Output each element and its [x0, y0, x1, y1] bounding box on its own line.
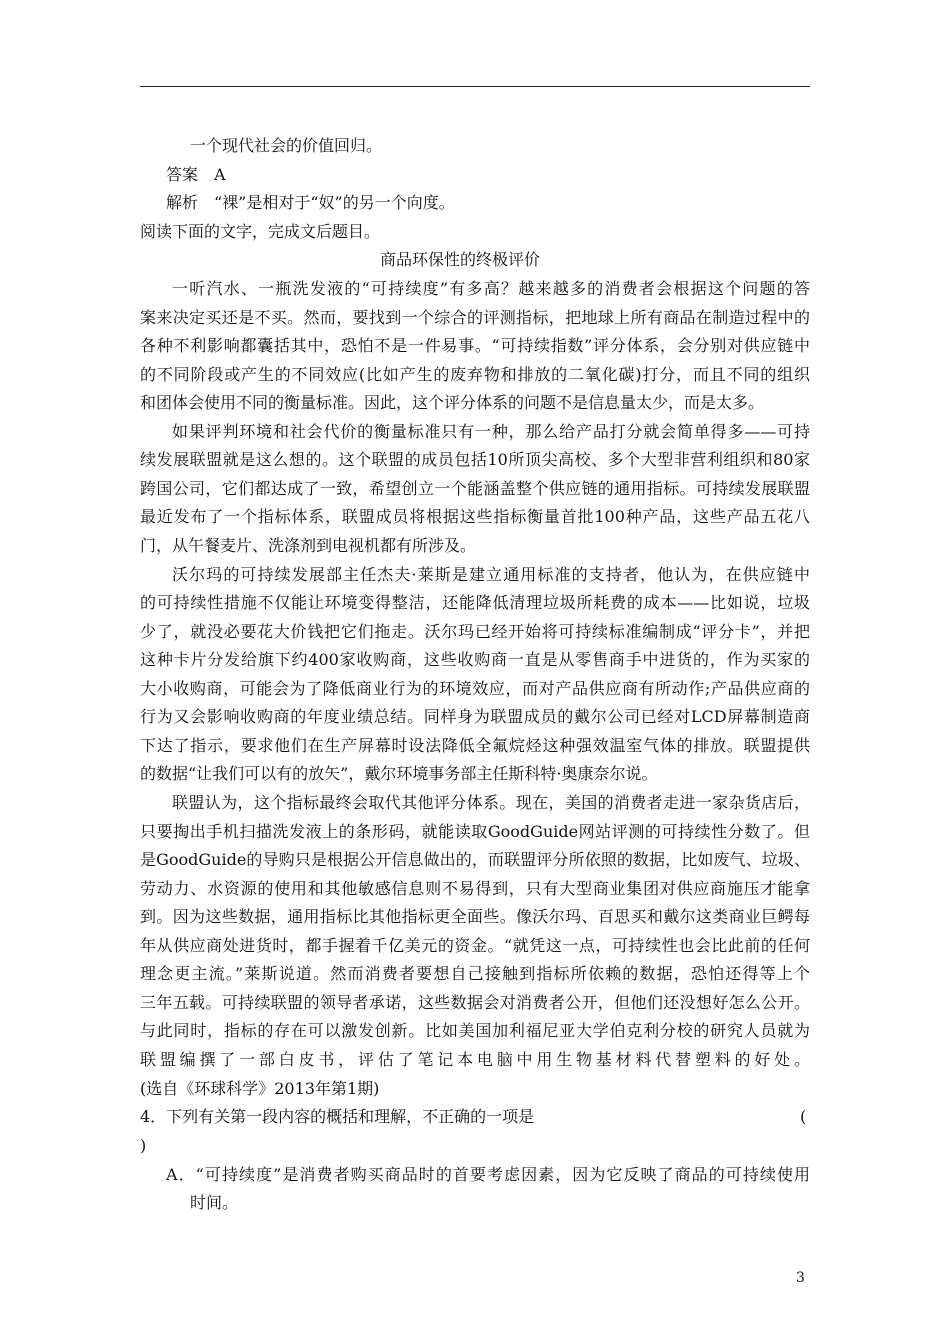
source-citation: (选自《环球科学》2013年第1期)	[140, 1079, 380, 1098]
question-4-stem: 4．下列有关第一段内容的概括和理解，不正确的一项是	[140, 1107, 535, 1126]
text-line: 续发展联盟就是这么想的。这个联盟的成员包括10所顶尖高校、多个大型非营利组织和80家	[140, 450, 810, 469]
text-line: 的可持续性措施不仅能让环境变得整洁，还能降低清理垃圾所耗费的成本——比如说，垃圾	[140, 593, 810, 612]
text-line: 门，从午餐麦片、洗涤剂到电视机都有所涉及。	[140, 536, 477, 555]
answer-line: 答案 A	[166, 165, 226, 184]
text-line: 的数据“让我们可以有的放矢”，戴尔环境事务部主任斯科特·奥康奈尔说。	[140, 764, 658, 783]
text-line: 年从供应商处进货时，都手握着千亿美元的资金。“就凭这一点，可持续性也会比此前的任何	[140, 936, 810, 955]
text-line: 案来决定买还是不买。然而，要找到一个综合的评测指标，把地球上所有商品在制造过程中的	[140, 308, 810, 327]
text-line: 与此同时，指标的存在可以激发创新。比如美国加利福尼亚大学伯克利分校的研究人员就为	[140, 1021, 810, 1040]
article-title: 商品环保性的终极评价	[380, 250, 541, 269]
text-line: 少了，就没必要花大价钱把它们拖走。沃尔玛已经开始将可持续标准编制成“评分卡”，并把	[140, 622, 810, 641]
text-line: 的不同阶段或产生的不同效应(比如产生的废弃物和排放的二氧化碳)打分，而且不同的组织	[140, 365, 810, 384]
text-line: 行为又会影响收购商的年度业绩总结。同样身为联盟成员的戴尔公司已经对LCD屏幕制造商	[140, 707, 810, 726]
text-line: 各种不利影响都囊括其中，恐怕不是一件易事。“可持续指数”评分体系，会分别对供应链中	[140, 336, 810, 355]
text-line: 沃尔玛的可持续发展部主任杰夫·莱斯是建立通用标准的支持者，他认为，在供应链中	[172, 565, 810, 584]
text-line: 如果评判环境和社会代价的衡量标准只有一种，那么给产品打分就会简单得多——可持	[172, 422, 810, 441]
text-line: 理念更主流。”莱斯说道。然而消费者要想自己接触到指标所依赖的数据，恐怕还得等上个	[140, 964, 810, 983]
text-line: 到。因为这些数据，通用指标比其他指标更全面些。像沃尔玛、百思买和戴尔这类商业巨鳄每	[140, 907, 810, 926]
text-line: 和团体会使用不同的衡量标准。因此，这个评分体系的问题不是信息量太少，而是太多。	[140, 393, 765, 412]
page-number: 3	[796, 1270, 805, 1286]
text-line: 跨国公司，它们都达成了一致，希望创立一个能涵盖整个供应链的通用指标。可持续发展联盟	[140, 479, 810, 498]
text-line: 联盟编撰了一部白皮书，评估了笔记本电脑中用生物基材料代替塑料的好处。	[140, 1050, 810, 1069]
text-line: 只要掏出手机扫描洗发液上的条形码，就能读取GoodGuide网站评测的可持续性分数了。但	[140, 822, 810, 841]
text-line: 三年五载。可持续联盟的领导者承诺，这些数据会对消费者公开，但他们还没想好怎么公开。	[140, 993, 810, 1012]
question-4-paren-open: (	[800, 1107, 807, 1126]
instruction-line: 阅读下面的文字，完成文后题目。	[140, 222, 381, 241]
option-a-line: A．“可持续度”是消费者购买商品时的首要考虑因素，因为它反映了商品的可持续使用	[166, 1165, 810, 1184]
text-line: 联盟认为，这个指标最终会取代其他评分体系。现在，美国的消费者走进一家杂货店后，	[172, 793, 810, 812]
analysis-line: 解析 “裸”是相对于“奴”的另一个向度。	[166, 193, 455, 212]
text-line: 是GoodGuide的导购只是根据公开信息做出的，而联盟评分所依照的数据，比如废气、垃圾、	[140, 850, 810, 869]
text-line: 一听汽水、一瓶洗发液的“可持续度”有多高？越来越多的消费者会根据这个问题的答	[172, 279, 810, 298]
text-line: 大小收购商，可能会为了降低商业行为的环境效应，而对产品供应商有所动作;产品供应商的	[140, 679, 810, 698]
text-line: 这种卡片分发给旗下约400家收购商，这些收购商一直是从零售商手中进货的，作为买家的	[140, 650, 810, 669]
text-line: 最近发布了一个指标体系，联盟成员将根据这些指标衡量首批100种产品，这些产品五花八	[140, 507, 810, 526]
question-4-paren-close: )	[140, 1136, 147, 1155]
text-line: 下达了指示，要求他们在生产屏幕时设法降低全氟烷烃这种强效温室气体的排放。联盟提供	[140, 736, 810, 755]
intro-line: 一个现代社会的价值回归。	[190, 136, 383, 155]
header-rule	[140, 86, 810, 87]
option-a-line: 时间。	[190, 1193, 239, 1212]
text-line: 劳动力、水资源的使用和其他敏感信息则不易得到，只有大型商业集团对供应商施压才能拿	[140, 879, 810, 898]
